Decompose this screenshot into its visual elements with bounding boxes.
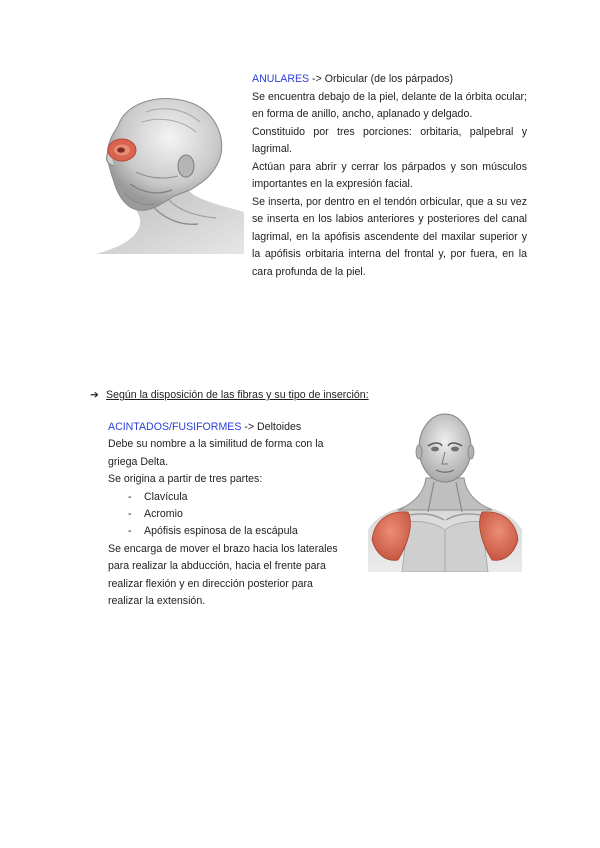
deltoides-section	[108, 419, 348, 610]
head-anatomy-image	[96, 92, 244, 254]
classification-bullet	[90, 387, 369, 403]
origin-intro-text: Se origina a partir de tres partes:	[108, 473, 263, 486]
function-text: Se encarga de mover el brazo hacia los laterales para realizar la abducción, hacia el frente para realizar flexión y en dirección posterior para realizar la extensión.	[108, 542, 338, 608]
paragraph-location: Se encuentra debajo de la piel, delante de la órbita ocular; en forma de anillo, ancho, aplanado y delgado.	[252, 90, 527, 120]
bullet-text: Según la disposición de las fibras y su tipo de inserción:	[106, 389, 369, 401]
list-item: - Clavícula	[128, 490, 188, 503]
orbicular-section	[252, 71, 527, 281]
anulares-label: ANULARES	[252, 73, 310, 85]
arrow-icon: ➔	[90, 389, 99, 401]
deltoides-heading: -> Deltoides	[241, 421, 302, 433]
paragraph-insertion: Se inserta, por dentro en el tendón orbicular, que a su vez se inserta en los labios anteriores y posteriores del canal lagrimal, en la apófisis ascendente del maxilar superior y la apófisis orbitaria interna del frontal y, por fuera, en la cara profunda de la piel.	[252, 195, 527, 278]
origin-parts-list	[108, 489, 348, 541]
paragraph-function: Actúan para abrir y cerrar los párpados y son músculos importantes en la expresión facial.	[252, 160, 527, 190]
torso-anatomy-image	[368, 412, 522, 572]
orbicular-heading: -> Orbicular (de los párpados)	[309, 73, 454, 85]
list-item: - Apófisis espinosa de la escápula	[128, 525, 298, 538]
acintados-label: ACINTADOS/FUSIFORMES	[108, 421, 242, 433]
name-origin-text: Debe su nombre a la similitud de forma con la griega Delta.	[108, 438, 324, 468]
paragraph-portions: Constituido por tres porciones: orbitaria, palpebral y lagrimal.	[252, 125, 527, 155]
list-item: - Acromio	[128, 508, 183, 521]
